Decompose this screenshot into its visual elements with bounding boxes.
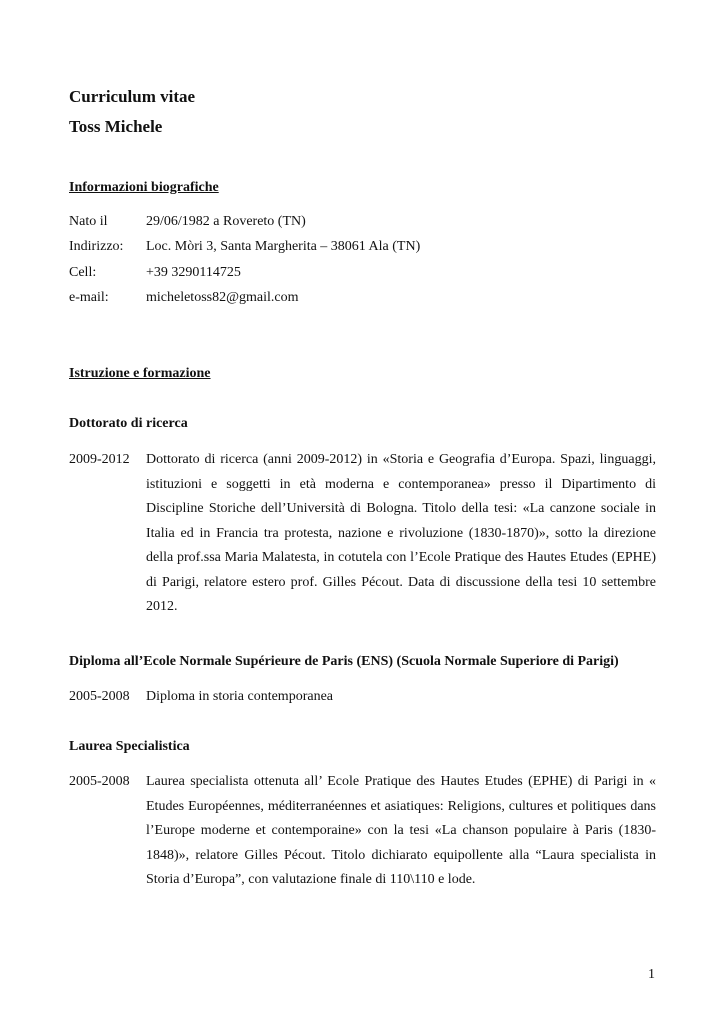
person-name: Toss Michele xyxy=(69,117,163,136)
subheading-ens: Diploma all’Ecole Normale Supérieure de Paris (ENS) (Scuola Normale Superiore di Parigi) xyxy=(69,654,619,669)
subheading-phd: Dottorato di ricerca xyxy=(69,416,188,431)
entry-laurea xyxy=(69,770,656,893)
bio-label: e-mail: xyxy=(69,290,109,305)
bio-value: 29/06/1982 a Rovereto (TN) xyxy=(146,214,306,229)
bio-label: Nato il xyxy=(69,214,108,229)
bio-value: Loc. Mòri 3, Santa Margherita – 38061 Ala (TN) xyxy=(146,239,421,254)
document-title: Curriculum vitae xyxy=(69,87,196,106)
page-number: 1 xyxy=(648,967,655,982)
bio-row-cell xyxy=(69,264,659,282)
bio-label: Cell: xyxy=(69,265,97,280)
bio-value: +39 3290114725 xyxy=(146,265,241,280)
bio-row-email xyxy=(69,289,659,307)
entry-year: 2005-2008 xyxy=(69,689,130,704)
section-heading-bio: Informazioni biografiche xyxy=(69,180,219,195)
entry-description: Diploma in storia contemporanea xyxy=(146,689,333,704)
entry-year: 2009-2012 xyxy=(69,452,130,467)
bio-email-value: micheletoss82@gmail.com xyxy=(146,290,299,305)
entry-year: 2005-2008 xyxy=(69,774,130,789)
entry-ens xyxy=(69,685,656,710)
subheading-laurea: Laurea Specialistica xyxy=(69,739,190,754)
bio-row-birth xyxy=(69,213,659,231)
bio-label: Indirizzo: xyxy=(69,239,124,254)
bio-row-address xyxy=(69,238,659,256)
entry-description: Dottorato di ricerca (anni 2009-2012) in «Storia e Geografia d’Europa. Spazi, linguaggi, istituzioni e soggetti in età moderna e contemporanea» presso il Dipartimento di Discipline Storiche dell’Università di Bologna. Titolo della tesi: «La canzone sociale in Italia ed in Francia tra protesta, nazione e rivoluzione (1830-1870)», sotto la direzione della prof.ssa Maria Malatesta, in cotutela con l’Ecole Pratique des Hautes Etudes (EPHE) di Parigi, relatore estero prof. Gilles Pécout. Data di discussione della tesi 10 settembre 2012. xyxy=(146,452,656,614)
entry-description: Laurea specialista ottenuta all’ Ecole Pratique des Hautes Etudes (EPHE) di Parigi in « Etudes Européennes, méditerranéennes et asiatiques: Religions, cultures et politiques dans l’Europe moderne et contemporaine» con la tesi «La chanson populaire à Paris (1830-1848)», relatore Gilles Pécout. Titolo dichiarato equipollente alla “Laura specialista in Storia d’Europa”, con valutazione finale di 110\110 e lode. xyxy=(146,774,656,887)
entry-phd xyxy=(69,448,656,620)
section-heading-education: Istruzione e formazione xyxy=(69,366,211,381)
